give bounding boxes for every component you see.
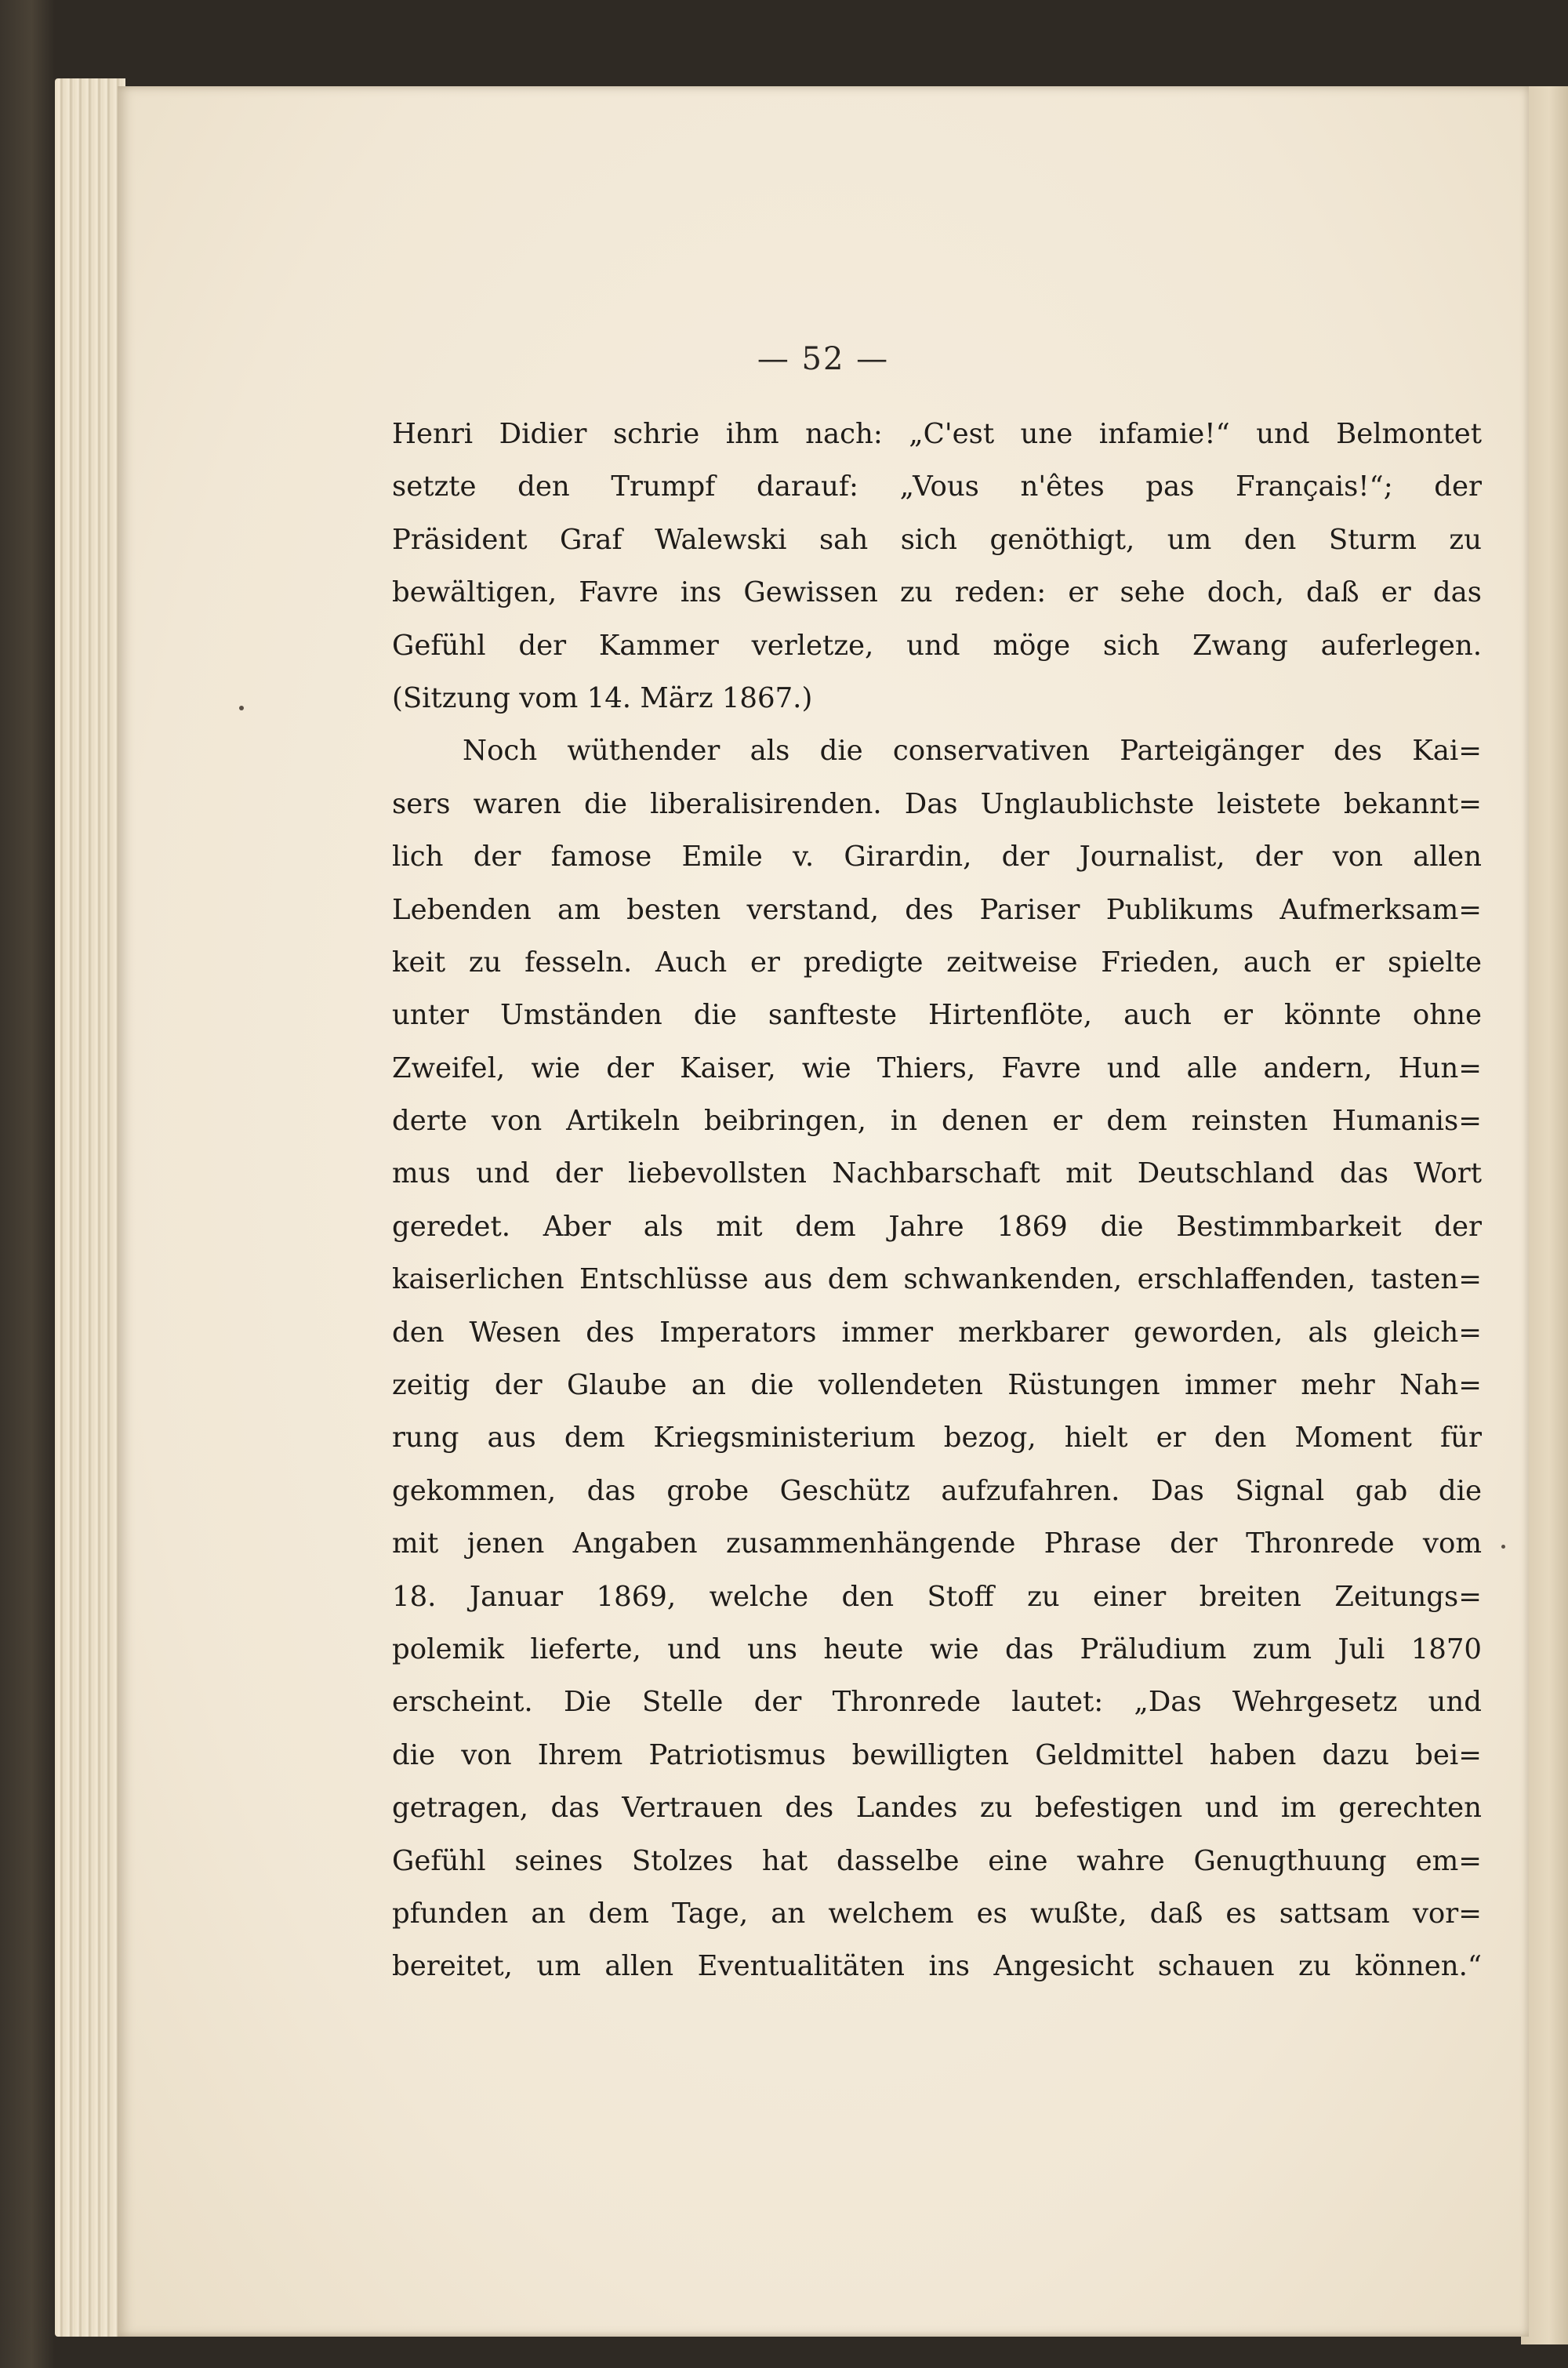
text-line: setzte den Trumpf darauf: „Vous n'êtes pas Français!“; der: [392, 470, 1482, 503]
text-line: Gefühl seines Stolzes hat dasselbe eine wahre Genugthuung em=: [392, 1844, 1482, 1877]
text-line: derte von Artikeln beibringen, in denen er dem reinsten Humanis=: [392, 1105, 1482, 1138]
text-line: (Sitzung vom 14. März 1867.): [392, 681, 813, 714]
text-line: erscheint. Die Stelle der Thronrede lautet: „Das Wehrgesetz und: [392, 1686, 1482, 1719]
text-line: rung aus dem Kriegsministerium bezog, hielt er den Moment für: [392, 1422, 1482, 1455]
text-line: kaiserlichen Entschlüsse aus dem schwankenden, erschlaffenden, tasten=: [392, 1263, 1482, 1296]
text-line: mus und der liebevollsten Nachbarschaft mit Deutschland das Wort: [392, 1157, 1482, 1190]
text-line: Präsident Graf Walewski sah sich genöthigt, um den Sturm zu: [392, 523, 1482, 556]
text-line: geredet. Aber als mit dem Jahre 1869 die Bestimmbarkeit der: [392, 1210, 1482, 1243]
text-line: unter Umständen die sanfteste Hirtenflöte, auch er könnte ohne: [392, 999, 1482, 1032]
text-line: bereitet, um allen Eventualitäten ins Angesicht schauen zu können.“: [392, 1950, 1482, 1983]
body-text: [392, 408, 1482, 1993]
text-line: Zweifel, wie der Kaiser, wie Thiers, Favre und alle andern, Hun=: [392, 1051, 1482, 1084]
text-line: Noch wüthender als die conservativen Parteigänger des Kai=: [463, 735, 1482, 768]
book-page-edges: [55, 78, 125, 2337]
text-line: polemik lieferte, und uns heute wie das Präludium zum Juli 1870: [392, 1633, 1482, 1665]
text-line: zeitig der Glaube an die vollendeten Rüstungen immer mehr Nah=: [392, 1369, 1482, 1402]
text-line: pfunden an dem Tage, an welchem es wußte, daß es sattsam vor=: [392, 1897, 1482, 1930]
text-line: bewältigen, Favre ins Gewissen zu reden: er sehe doch, daß er das: [392, 576, 1482, 609]
page-number: — 52 —: [757, 341, 890, 377]
text-line: Henri Didier schrie ihm nach: „C'est une infamie!“ und Belmontet: [392, 418, 1482, 450]
text-line: mit jenen Angaben zusammenhängende Phrase der Thronrede vom: [392, 1527, 1482, 1560]
text-line: die von Ihrem Patriotismus bewilligten Geldmittel haben dazu bei=: [392, 1738, 1482, 1771]
paper-speck: [1501, 1545, 1505, 1549]
text-line: 18. Januar 1869, welche den Stoff zu einer breiten Zeitungs=: [392, 1580, 1482, 1613]
paper-speck: [239, 706, 244, 710]
text-line: den Wesen des Imperators immer merkbarer geworden, als gleich=: [392, 1316, 1482, 1349]
text-line: Lebenden am besten verstand, des Pariser Publikums Aufmerksam=: [392, 893, 1482, 926]
text-line: getragen, das Vertrauen des Landes zu befestigen und im gerechten: [392, 1792, 1482, 1825]
text-line: Gefühl der Kammer verletze, und möge sich Zwang auferlegen.: [392, 629, 1482, 662]
text-line: lich der famose Emile v. Girardin, der Journalist, der von allen: [392, 841, 1482, 873]
text-line: keit zu fesseln. Auch er predigte zeitweise Frieden, auch er spielte: [392, 946, 1482, 979]
text-line: gekommen, das grobe Geschütz aufzufahren. Das Signal gab die: [392, 1474, 1482, 1507]
text-line: sers waren die liberalisirenden. Das Unglaublichste leistete bekannt=: [392, 787, 1482, 820]
book-page: [118, 86, 1529, 2337]
